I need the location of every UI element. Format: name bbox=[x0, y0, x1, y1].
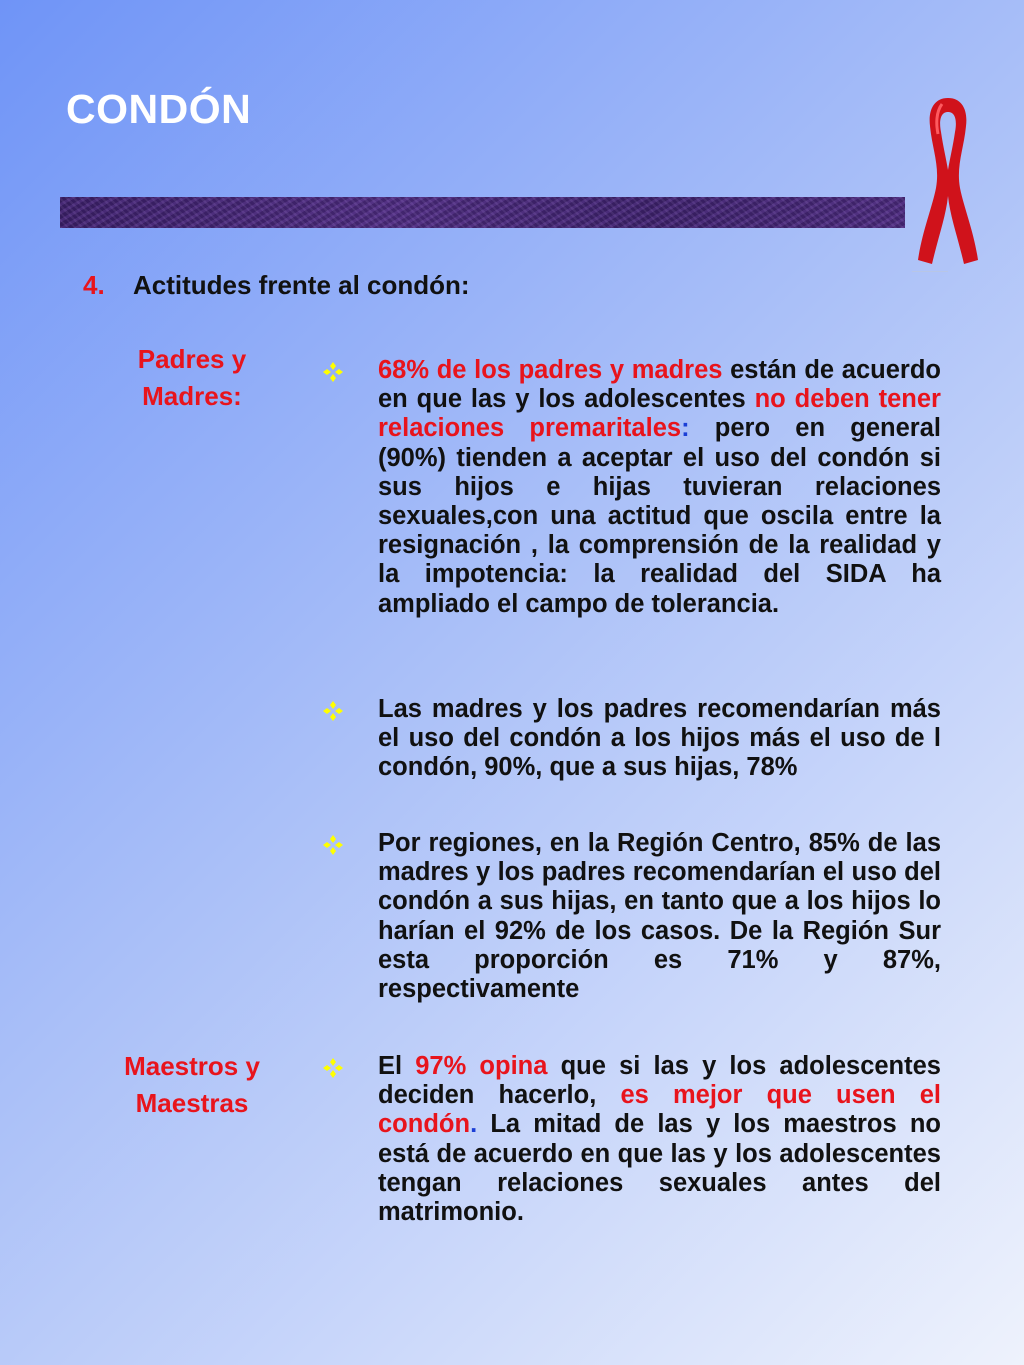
highlight-text: los padres y madres bbox=[474, 356, 723, 384]
body-text: están de acuerdo en que las y los adolescentes bbox=[378, 356, 941, 414]
group-label-line: Padres y bbox=[137, 344, 247, 374]
highlight-text: no deben tener relaciones premaritales bbox=[378, 385, 941, 443]
ribbon-underline bbox=[912, 271, 948, 272]
red-awareness-ribbon-icon bbox=[912, 92, 984, 267]
decorative-band bbox=[60, 197, 905, 228]
four-diamond-bullet-icon bbox=[322, 361, 344, 383]
section-heading bbox=[83, 270, 470, 301]
group-label-line: Madres: bbox=[142, 381, 242, 411]
highlight-text: 97% opina bbox=[415, 1052, 548, 1080]
bullet-text-teachers: El 97% opina que si las y los adolescentes deciden hacerlo, es mejor que usen el condón. La mitad de las y los maestros no está de acuerdo en que las y los adolescentes tengan relaciones sexuales antes del matrimonio. bbox=[378, 1052, 942, 1227]
group-label-line: Maestros y bbox=[124, 1051, 260, 1081]
slide-title: CONDÓN bbox=[66, 86, 252, 132]
group-label-line: Maestras bbox=[135, 1088, 249, 1118]
body-text: que si las y los adolescentes deciden hacerlo, bbox=[378, 1052, 941, 1110]
highlight-text: 68% de bbox=[378, 356, 467, 384]
section-number: 4. bbox=[83, 270, 105, 300]
group-label-teachers bbox=[82, 1048, 302, 1122]
highlight-text: es mejor que usen el condón bbox=[378, 1081, 941, 1139]
bullet-text-recommendation: Las madres y los padres recomendarían más el uso del condón a los hijos más el uso de l condón, 90%, que a sus hijas, 78% bbox=[378, 695, 941, 782]
body-text: pero en general (90%) tienden a aceptar el uso del condón si sus hijos e hijas tuvieran relaciones sexuales,con una actitud que oscila entre la resignación , la comprensión de la realidad y la impotencia: la realidad del SIDA ha ampliado el campo de tolerancia. bbox=[378, 414, 941, 618]
four-diamond-bullet-icon bbox=[322, 834, 344, 856]
body-text: La mitad de las y los maestros no está de acuerdo en que las y los adolescentes tengan relaciones sexuales antes del matrimonio. bbox=[378, 1110, 942, 1227]
body-text: El bbox=[378, 1052, 403, 1080]
four-diamond-bullet-icon bbox=[322, 1057, 344, 1079]
group-label-parents bbox=[82, 341, 302, 415]
four-diamond-bullet-icon bbox=[322, 700, 344, 722]
bullet-text-regions: Por regiones, en la Región Centro, 85% de las madres y los padres recomendarían el uso del condón a sus hijas, en tanto que a los hijos lo harían el 92% de los casos. De la Región Sur esta proporción es 71% y 87%, respectivamente bbox=[378, 829, 941, 1004]
bullet-text-parents-agreement: 68% de los padres y madres están de acuerdo en que las y los adolescentes no deben tener relaciones premaritales: pero en general (90%) tienden a aceptar el uso del condón si sus hijos e hijas tuvieran relaciones sexuales,con una actitud que oscila entre la resignación , la comprensión de la realidad y la impotencia: la realidad del SIDA ha ampliado el campo de tolerancia. bbox=[378, 356, 941, 618]
section-title: Actitudes frente al condón: bbox=[133, 270, 470, 300]
